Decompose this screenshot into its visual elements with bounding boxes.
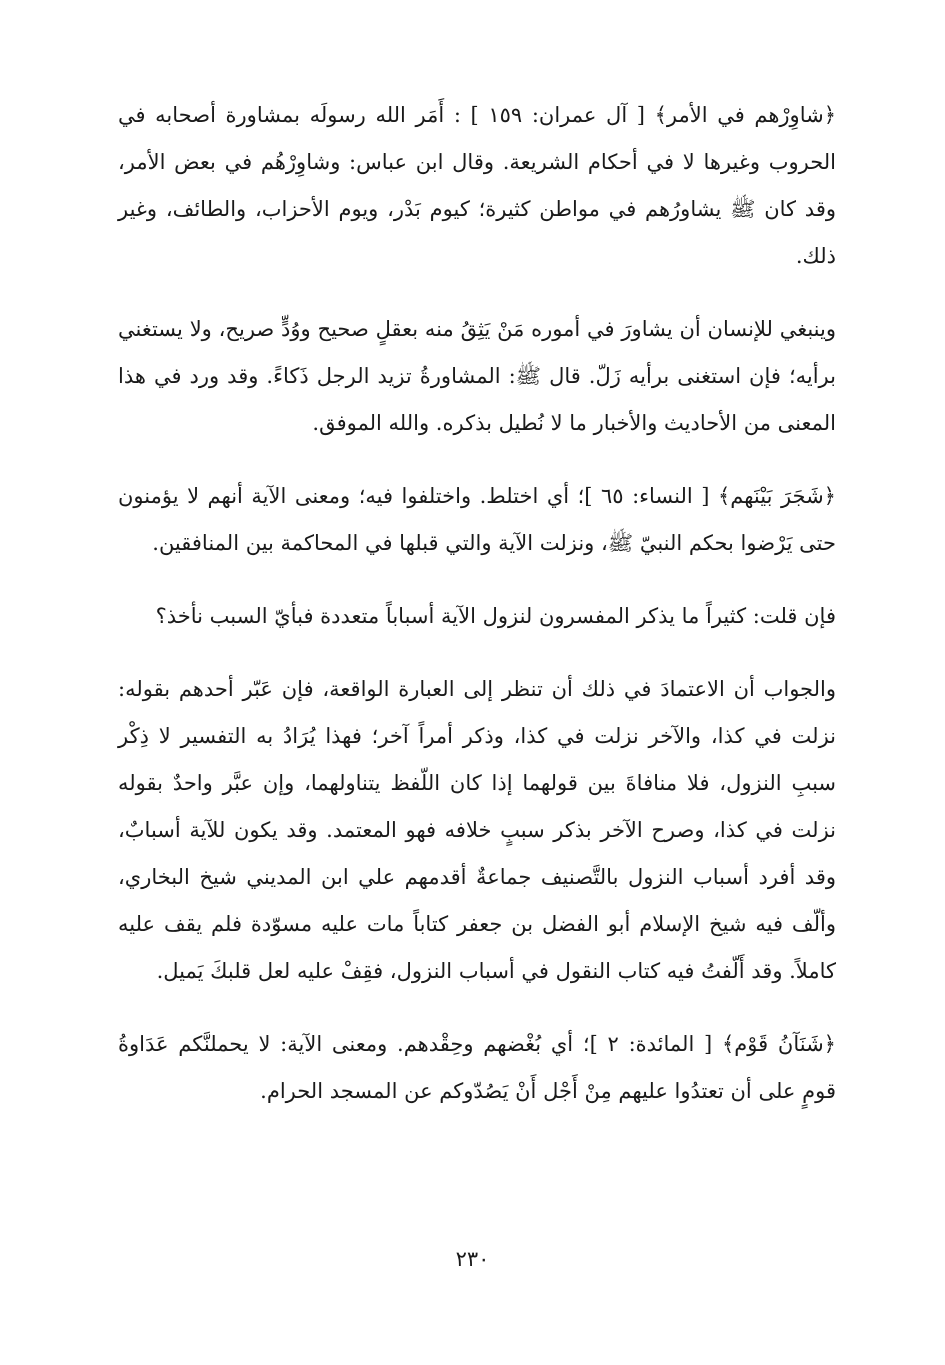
paragraph-answer: والجواب أن الاعتمادَ في ذلك أن تنظر إلى العبارة الواقعة، فإن عَبّر أحدهم بقوله: نزلت في كذا، والآخر نزلت في كذا، وذكر أمراً آخر؛ فهذا يُرَادُ به التفسير لا ذِكْر سببِ النزول، فلا منافاةَ بين قولهما إذا كان اللّفظ يتناولهما، وإن عبَّر واحدٌ بقوله نزلت في كذا، وصرح الآخر بذكر سببٍ خلافه فهو المعتمد. وقد يكون للآية أسبابٌ، وقد أفرد أسباب النزول بالتَّصنيف جماعةٌ أقدمهم علي ابن المديني شيخ البخاري، وألّف فيه شيخ الإسلام أبو الفضل بن جعفر كتاباً مات عليه مسوّدة فلم يقف عليه كاملاً. وقد أَلّفتُ فيه كتاب النقول في أسباب النزول، فقِفْ عليه لعل قلبكَ يَميل. [118, 677, 836, 983]
paragraph-question: فإن قلت: كثيراً ما يذكر المفسرون لنزول الآية أسباباً متعددة فبأيّ السبب نأخذ؟ [155, 604, 836, 628]
page-number: ٢٣٠ [455, 1247, 490, 1271]
page-body [118, 92, 836, 1115]
paragraph-shajara: ﴿شَجَرَ بَيْنَهم﴾ [ النساء: ٦٥ ]؛ أي اختلط. واختلفوا فيه؛ ومعنى الآية أنهم لا يؤمنون حتى يَرْضوا بحكم النبيّ ﷺ، ونزلت الآية والتي قبلها في المحاكمة بين المنافقين. [118, 484, 836, 555]
paragraph-shanaan: ﴿شَنَآنُ قَوْم﴾ [ المائدة: ٢ ]؛ أي بُغْضهم وحِقْدهم. ومعنى الآية: لا يحملنَّكم عَدَاوةُ قومٍ على أن تعتدُوا عليهم مِنْ أَجْل أَنْ يَصُدّوكم عن المسجد الحرام. [118, 1032, 836, 1103]
paragraph-shawirhum: ﴿شاوِرْهم في الأمر﴾ [ آل عمران: ١٥٩ ] : أَمَر الله رسولَه بمشاورة أصحابه في الحروب وغيرها لا في أحكام الشريعة. وقال ابن عباس: وشاوِرْهُم في بعض الأمر، وقد كان ﷺ يشاورُهم في مواطن كثيرة؛ كيوم بَدْر، ويوم الأحزاب، والطائف، وغير ذلك. [118, 103, 836, 268]
paragraph-consultation: وينبغي للإنسان أن يشاورَ في أموره مَنْ يَثِقُ منه بعقلٍ صحيح ووُدٍّ صريح، ولا يستغني برأيه؛ فإن استغنى برأيه زَلّ. قال ﷺ: المشاورةُ تزيد الرجل ذَكاءً. وقد ورد في هذا المعنى من الأحاديث والأخبار ما لا نُطيل بذكره. والله الموفق. [118, 317, 836, 435]
